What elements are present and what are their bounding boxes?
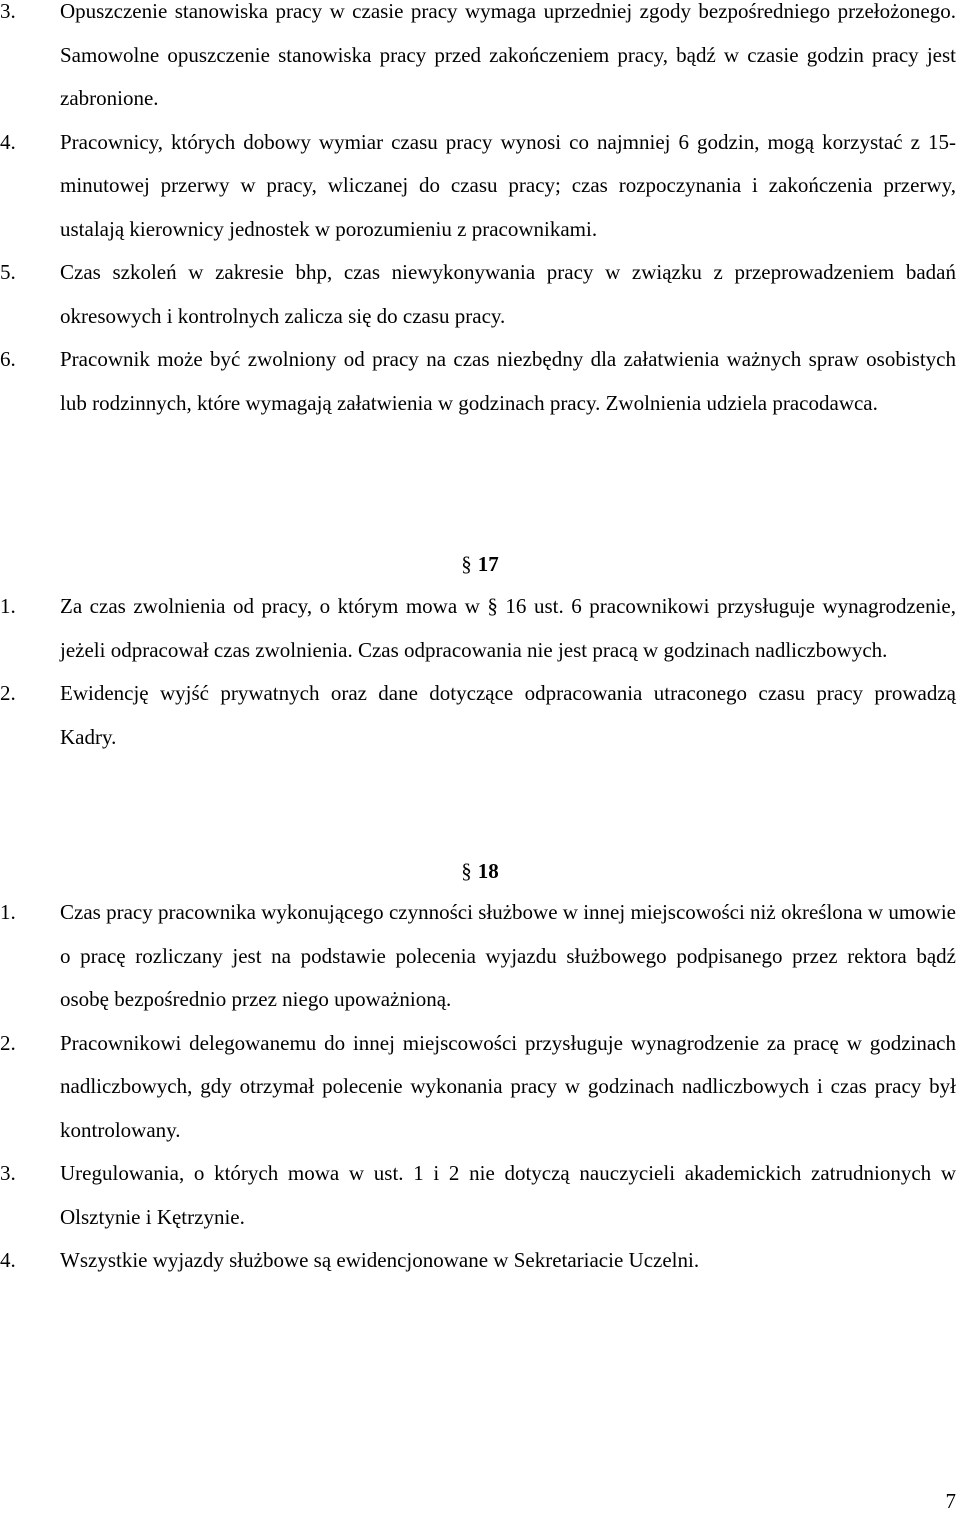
item-text: Wszystkie wyjazdy służbowe są ewidencjonowane w Sekretariacie Uczelni. xyxy=(60,1248,700,1272)
list-item xyxy=(0,672,960,759)
item-number: 3. xyxy=(0,0,16,23)
item-number: 2. xyxy=(0,681,16,705)
list-item xyxy=(0,121,960,252)
item-text: Pracownikowi delegowanemu do innej miejscowości przysługuje wynagrodzenie za pracę w godzinach nadliczbowych, gdy otrzymał polecenie wykonania pracy w godzinach nadliczbowych i czas pracy był kontrolowany. xyxy=(60,1030,956,1142)
item-number: 1. xyxy=(0,594,16,618)
item-text: Pracownicy, których dobowy wymiar czasu pracy wynosi co najmniej 6 godzin, mogą korzystać z 15-minutowej przerwy w pracy, wliczanej do czasu pracy; czas rozpoczynania i zakończenia przerwy, ustalają kierownicy jednostek w porozumieniu z pracownikami. xyxy=(60,129,956,241)
section-18-list xyxy=(0,891,960,1283)
list-item xyxy=(0,1152,960,1239)
item-number: 2. xyxy=(0,1030,16,1055)
section-heading-18 xyxy=(0,856,960,886)
section-number: 18 xyxy=(477,859,499,883)
item-text: Za czas zwolnienia od pracy, o którym mowa w § 16 ust. 6 pracownikowi przysługuje wynagrodzenie, jeżeli odpracował czas zwolnienia. Czas odpracowania nie jest pracą w godzinach nadliczbowych. xyxy=(60,594,956,662)
page-number: 7 xyxy=(945,1489,956,1513)
list-item xyxy=(0,251,960,338)
item-text: Opuszczenie stanowiska pracy w czasie pracy wymaga uprzedniej zgody bezpośredniego przełożonego. Samowolne opuszczenie stanowiska pracy przed zakończeniem pracy, bądź w czasie godzin pracy jest zabronione. xyxy=(60,0,956,110)
item-number: 4. xyxy=(0,129,16,154)
section-symbol: § xyxy=(461,552,472,576)
list-item xyxy=(0,1022,960,1153)
item-text: Pracownik może być zwolniony od pracy na czas niezbędny dla załatwienia ważnych spraw osobistych lub rodzinnych, które wymagają załatwienia w godzinach pracy. Zwolnienia udziela pracodawca. xyxy=(60,347,956,415)
list-item xyxy=(0,891,960,1022)
section-a-list xyxy=(0,0,960,425)
item-number: 4. xyxy=(0,1248,16,1272)
item-number: 6. xyxy=(0,347,16,371)
item-number: 5. xyxy=(0,260,16,284)
section-number: 17 xyxy=(477,552,499,576)
section-symbol: § xyxy=(461,859,472,883)
item-text: Ewidencję wyjść prywatnych oraz dane dotyczące odpracowania utraconego czasu pracy prowadzą Kadry. xyxy=(60,681,956,749)
item-text: Czas pracy pracownika wykonującego czynności służbowe w innej miejscowości niż określona w umowie o pracę rozliczany jest na podstawie polecenia wyjazdu służbowego podpisanego przez rektora bądź osobę bezpośrednio przez niego upoważnioną. xyxy=(60,900,956,1011)
list-item xyxy=(0,338,960,425)
item-number: 3. xyxy=(0,1161,16,1185)
item-text: Uregulowania, o których mowa w ust. 1 i 2 nie dotyczą nauczycieli akademickich zatrudnionych w Olsztynie i Kętrzynie. xyxy=(60,1161,956,1229)
list-item xyxy=(0,585,960,672)
list-item xyxy=(0,1239,960,1283)
item-number: 1. xyxy=(0,900,16,924)
list-item xyxy=(0,0,960,121)
section-17-list xyxy=(0,585,960,759)
item-text: Czas szkoleń w zakresie bhp, czas niewykonywania pracy w związku z przeprowadzeniem badań okresowych i kontrolnych zalicza się do czasu pracy. xyxy=(60,260,956,328)
section-heading-17 xyxy=(0,549,960,579)
